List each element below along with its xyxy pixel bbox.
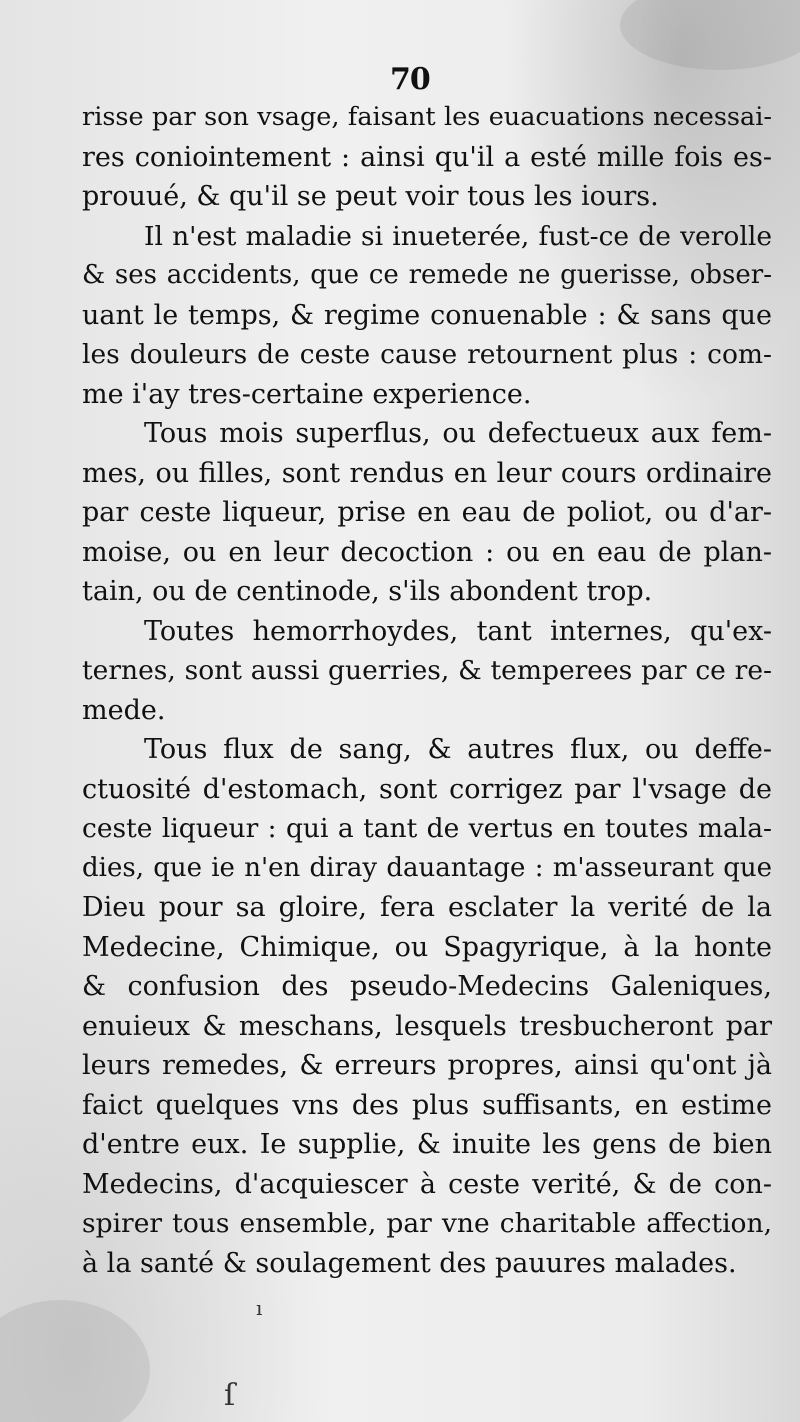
text-line: les douleurs de ceste cause retournent plus : com- <box>82 339 772 370</box>
text-line: moise, ou en leur decoction : ou en eau de plan- <box>82 536 772 568</box>
stray-mark: ſ <box>224 1378 236 1413</box>
text-line: à la santé & soulagement des pauures malades. <box>82 1247 737 1279</box>
text-line: & ses accidents, que ce remede ne guerisse, obser- <box>82 260 772 290</box>
text-line: faict quelques vns des plus suffisants, en estime <box>82 1089 772 1121</box>
text-line: Medecins, d'acquiescer à ceste verité, & de con- <box>82 1168 772 1200</box>
body-text <box>82 98 772 1283</box>
text-line: spirer tous ensemble, par vne charitable affection, <box>82 1208 772 1239</box>
text-line: Tous mois superflus, ou defectueux aux fem- <box>144 418 772 449</box>
text-line: res coniointement : ainsi qu'il a esté mille fois es- <box>82 141 772 173</box>
text-line: & confusion des pseudo-Medecins Galeniques, <box>82 971 772 1002</box>
text-line: me i'ay tres-certaine experience. <box>82 378 532 410</box>
text-line: Il n'est maladie si inueterée, fust-ce de verolle <box>144 220 772 252</box>
text-line: ceste liqueur : qui a tant de vertus en toutes mala- <box>82 813 772 844</box>
text-line: mes, ou filles, sont rendus en leur cours ordinaire <box>82 457 772 489</box>
text-line: mede. <box>82 694 166 726</box>
text-line: prouué, & qu'il se peut voir tous les iours. <box>82 181 659 212</box>
stray-mark: ı <box>256 1296 263 1320</box>
text-line: ternes, sont aussi guerries, & temperees par ce re- <box>82 655 772 686</box>
paper-stain <box>0 1300 150 1422</box>
text-line: d'entre eux. Ie supplie, & inuite les gens de bien <box>82 1129 772 1160</box>
text-line: Medecine, Chimique, ou Spagyrique, à la honte <box>82 931 772 963</box>
paper-stain <box>620 0 800 70</box>
text-line: ctuosité d'estomach, sont corrigez par l'vsage de <box>82 773 772 805</box>
text-line: enuieux & meschans, lesquels tresbucheront par <box>82 1010 772 1042</box>
text-line: risse par son vsage, faisant les euacuations necessai- <box>82 102 772 132</box>
text-line: Tous flux de sang, & autres flux, ou deffe- <box>144 734 772 765</box>
text-line: par ceste liqueur, prise en eau de poliot, ou d'ar- <box>82 497 772 528</box>
text-line: Toutes hemorrhoydes, tant internes, qu'ex- <box>144 615 772 647</box>
page-number: 70 <box>390 62 430 97</box>
text-line: Dieu pour sa gloire, fera esclater la verité de la <box>82 892 772 923</box>
text-line: dies, que ie n'en diray dauantage : m'asseurant que <box>82 852 772 883</box>
text-line: uant le temps, & regime conuenable : & sans que <box>82 299 772 331</box>
text-line: tain, ou de centinode, s'ils abondent trop. <box>82 576 653 607</box>
text-line: leurs remedes, & erreurs propres, ainsi qu'ont jà <box>82 1050 772 1081</box>
